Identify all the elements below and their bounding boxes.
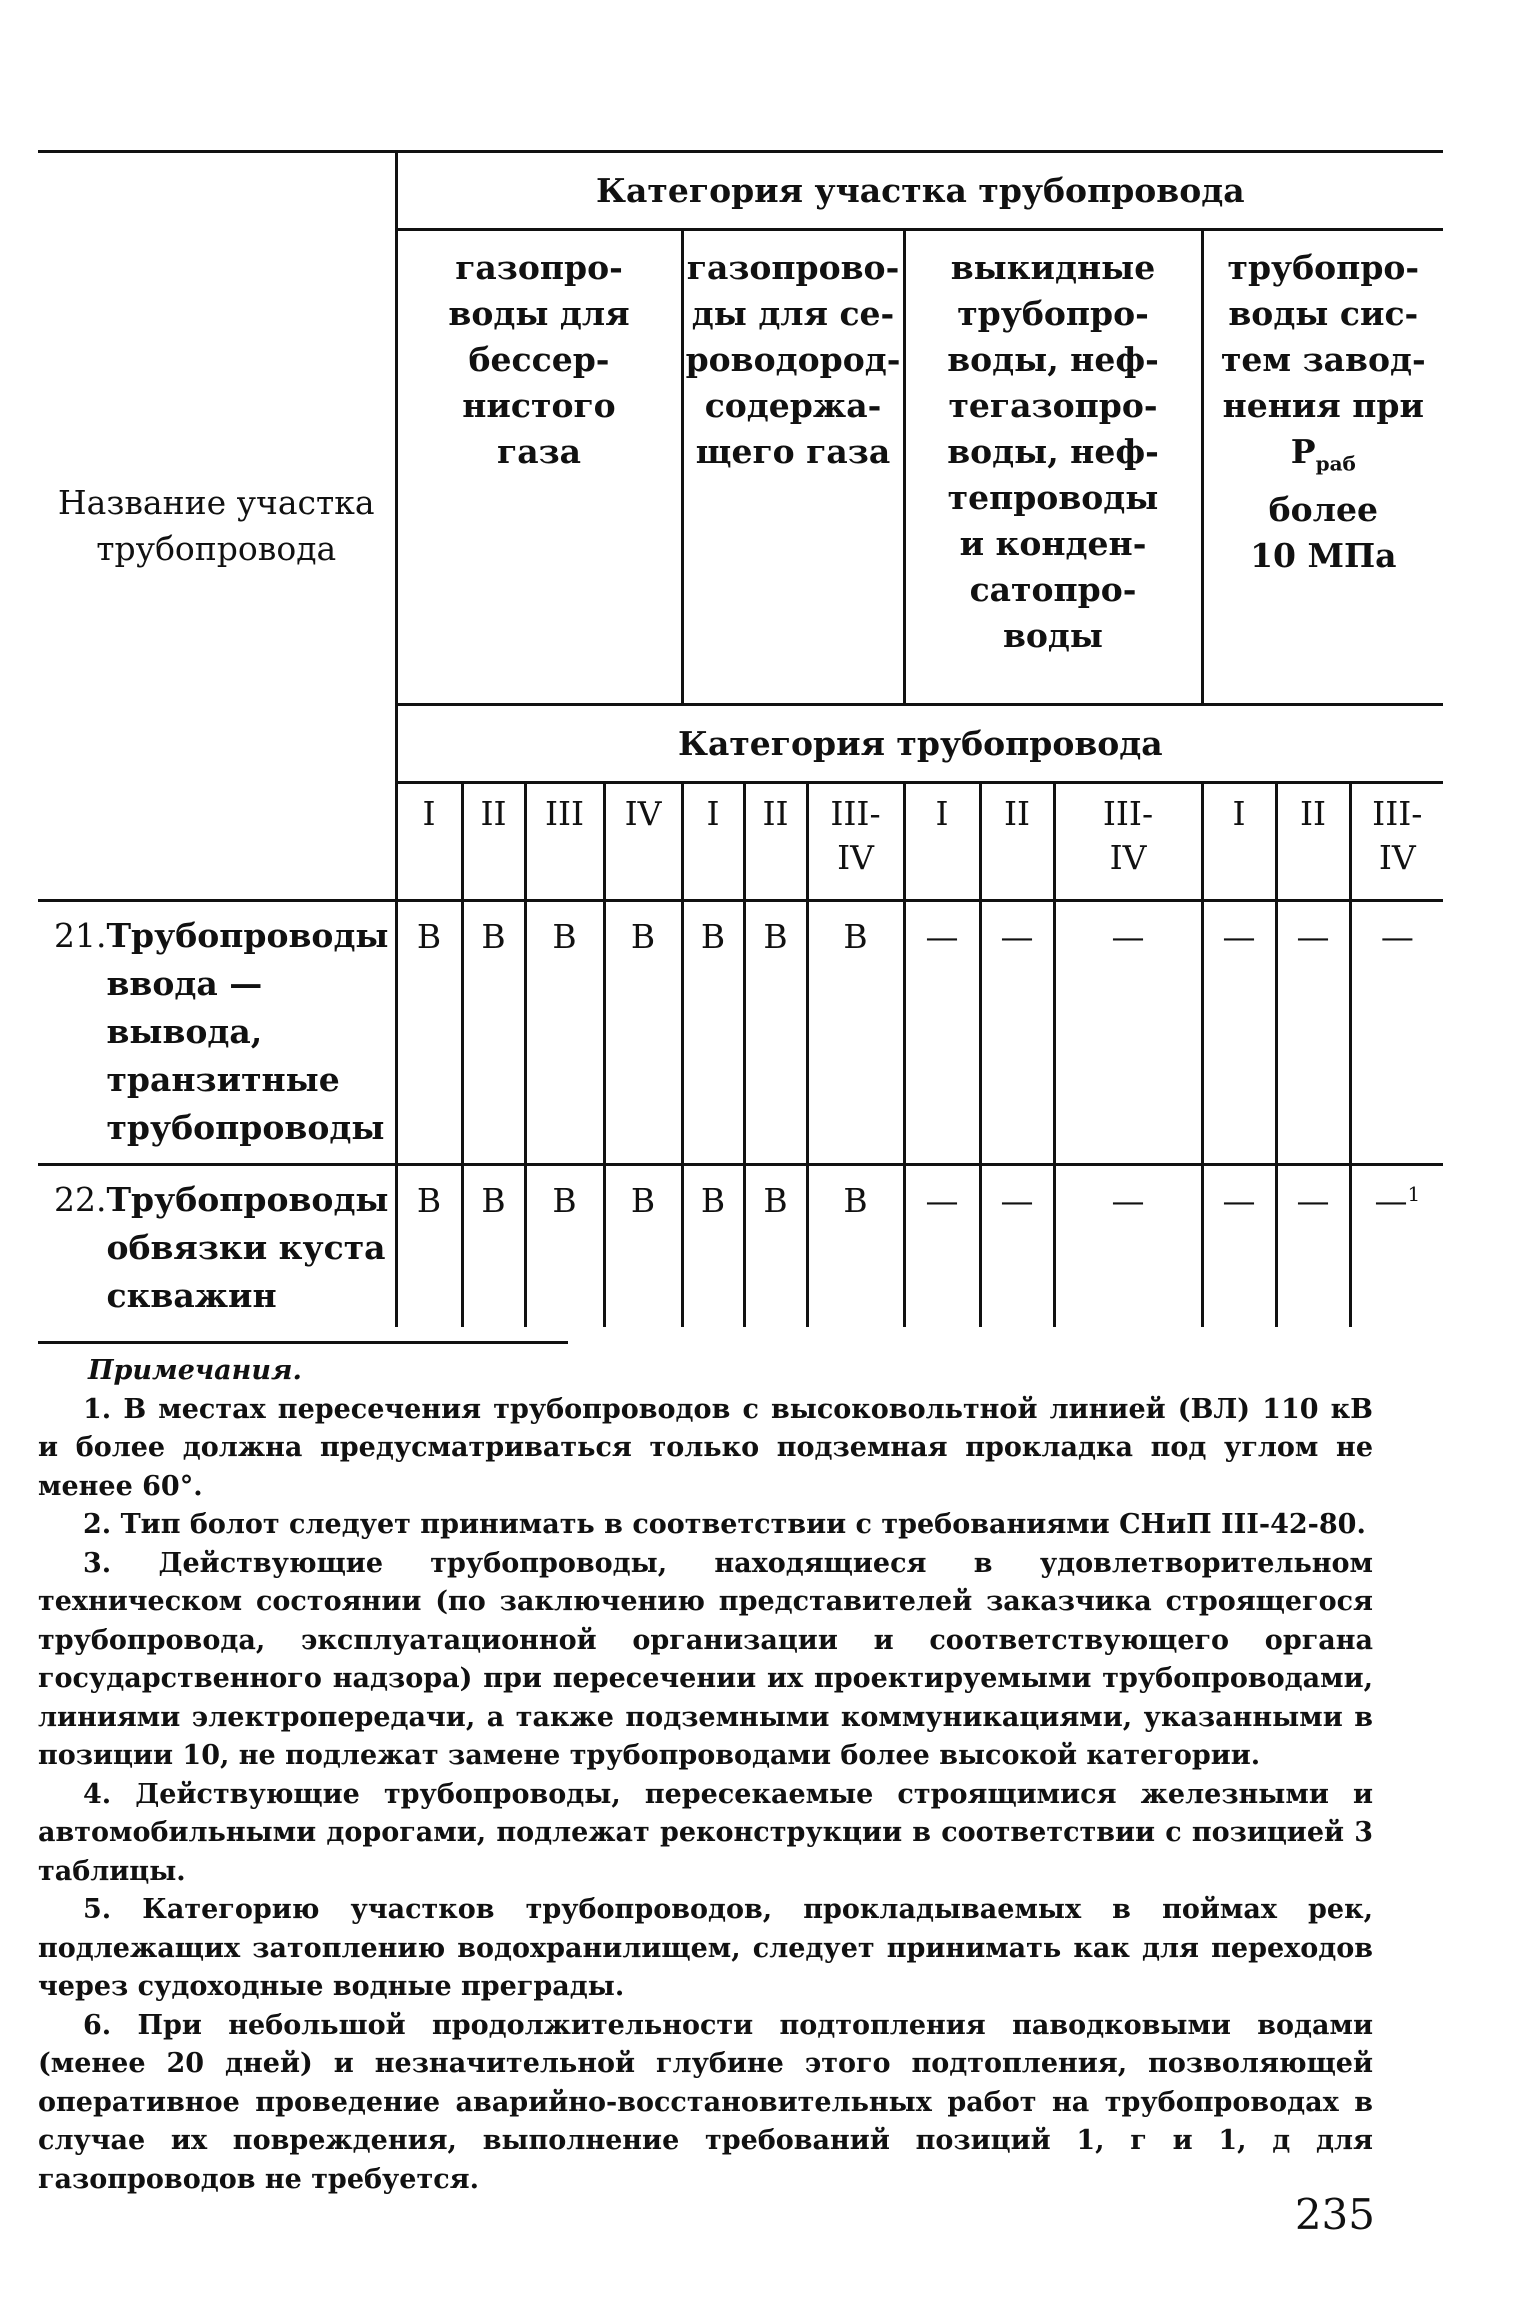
- row-label-cell: [38, 1165, 396, 1327]
- cat-header: IV: [604, 783, 682, 901]
- row-name: Трубопроводы ввода — вывода, транзитные трубопроводы: [106, 916, 389, 1147]
- cat-header: III- IV: [1350, 783, 1443, 901]
- cat-header: I: [682, 783, 744, 901]
- page-number: 235: [1294, 2190, 1375, 2239]
- note-item: 2. Тип болот следует принимать в соответствии с требованиями СНиП III-42-80.: [83, 1509, 1366, 1540]
- table-row: [38, 901, 1443, 1165]
- cat-header: II: [744, 783, 807, 901]
- table-cell: —: [1054, 1165, 1202, 1327]
- name-column-header: Название участка трубопровода: [38, 152, 396, 901]
- table-cell: В: [604, 901, 682, 1165]
- table-cell: В: [682, 1165, 744, 1327]
- note-item: 6. При небольшой продолжительности подтопления паводковыми водами (менее 20 дней) и незначительной глубине этого подтопления, позволяющей оперативное проведение аварийно-восстановительных работ на трубопроводах в случае их повреждения, выполнение требований позиций 1, г и 1, д для газопроводов не требуется.: [38, 2009, 1373, 2195]
- group4-text: трубопро- воды сис- тем завод- нения при: [1220, 248, 1426, 425]
- row-number: 21.: [54, 916, 107, 955]
- table-cell: —$^1$: [1350, 1165, 1443, 1327]
- note-item: 4. Действующие трубопроводы, пересекаемые строящимися железными и автомобильными дорогами, подлежат реконструкции в соответствии с позицией 3 таблицы.: [38, 1778, 1373, 1887]
- cat-header: III- IV: [1054, 783, 1202, 901]
- footnote-marker: 1: [1407, 1182, 1421, 1206]
- group4-tail: более 10 МПа: [1250, 489, 1397, 575]
- table-cell: В: [744, 901, 807, 1165]
- table-cell: В: [525, 901, 604, 1165]
- cat-header: I: [904, 783, 980, 901]
- cat-header: II: [1276, 783, 1350, 901]
- pipeline-category-table: [38, 150, 1443, 1327]
- table-cell: В: [396, 901, 462, 1165]
- table-cell: —: [1350, 901, 1443, 1165]
- cat-header: III- IV: [807, 783, 904, 901]
- table-cell: В: [682, 901, 744, 1165]
- table-cell: —: [1276, 901, 1350, 1165]
- table-cell: В: [807, 901, 904, 1165]
- group-header-sour-gas: газопрово- ды для се- роводород- содержа- щего газа: [682, 230, 904, 705]
- note-item: 5. Категорию участков трубопроводов, прокладываемых в поймах рек, подлежащих затоплению водохранилищем, следует принимать как для переходов через судоходные водные преграды.: [38, 1894, 1373, 2002]
- table-cell: —: [904, 901, 980, 1165]
- cat-header: II: [462, 783, 525, 901]
- notes-divider: [38, 1341, 568, 1344]
- cat-header: I: [396, 783, 462, 901]
- table-row: [38, 1165, 1443, 1327]
- table-cell: —: [1202, 1165, 1276, 1327]
- table-cell: —: [1202, 901, 1276, 1165]
- table-cell: В: [396, 1165, 462, 1327]
- table-cell: —: [1276, 1165, 1350, 1327]
- table-cell: —: [980, 901, 1054, 1165]
- category-section-header: Категория участка трубопровода: [396, 152, 1443, 230]
- row-label-cell: [38, 901, 396, 1165]
- table-cell: В: [744, 1165, 807, 1327]
- table-cell: В: [604, 1165, 682, 1327]
- group-header-sweet-gas: газопро- воды для бессер- нистого газа: [396, 230, 682, 705]
- group-header-flowlines: выкидные трубопро- воды, неф- тегазопро- воды, неф- тепроводы и конден- сатопро- воды: [904, 230, 1202, 705]
- p-work-label: $P_{раб}$: [1290, 432, 1356, 476]
- table-cell: —: [980, 1165, 1054, 1327]
- table-cell: В: [462, 1165, 525, 1327]
- note-item: 1. В местах пересечения трубопроводов с высоковольтной линией (ВЛ) 110 кВ и более должна предусматриваться только подземная прокладка под углом не менее 60°.: [38, 1393, 1373, 1502]
- row-name: Трубопроводы обвязки куста скважин: [106, 1180, 389, 1315]
- cat-header: II: [980, 783, 1054, 901]
- note-item: 3. Действующие трубопроводы, находящиеся в удовлетворительном техническом состоянии (по заключению представителей заказчика строящегося трубопровода, эксплуатационной организации и соответствующего органа государственного надзора) при пересечении их проектируемыми трубопроводами, линиями электропередачи, а также подземными коммуникациями, указанными в позиции 10, не подлежат замене трубопроводами более высокой категории.: [38, 1547, 1373, 1771]
- notes-section: [38, 1352, 1373, 2199]
- cat-header: III: [525, 783, 604, 901]
- category-pipeline-header: Категория трубопровода: [396, 705, 1443, 783]
- group-header-waterflood: [1202, 230, 1443, 705]
- notes-title: Примечания.: [88, 1355, 302, 1386]
- table-cell: В: [807, 1165, 904, 1327]
- table-cell: В: [462, 901, 525, 1165]
- cat-header: I: [1202, 783, 1276, 901]
- table-cell: —: [1054, 901, 1202, 1165]
- row-number: 22.: [54, 1180, 107, 1219]
- table-cell: В: [525, 1165, 604, 1327]
- table-cell: —: [904, 1165, 980, 1327]
